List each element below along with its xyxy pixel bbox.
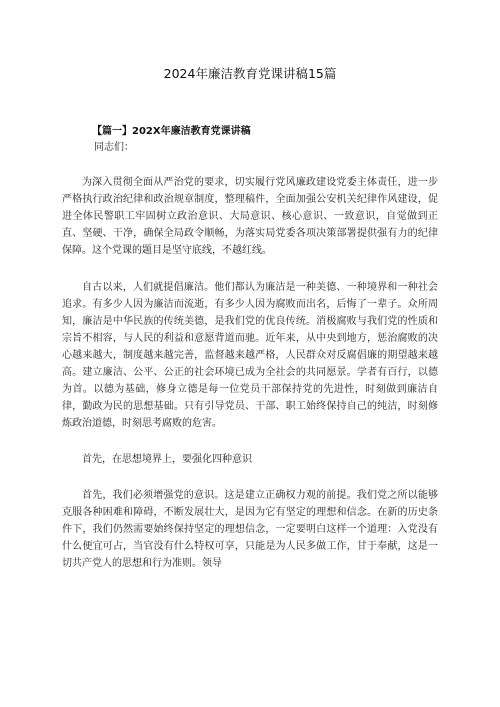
paragraph-1: 为深入贯彻全面从严治党的要求，切实履行党风廉政建设党委主体责任，进一步严格执行政治纪律和政治规章制度，整理稿件，全面加强公安机关纪律作风建设，促进全体民警职工牢固树立政治意识、大局意识、核心意识、一致意识，自觉做到正直、坚硬、干净，确保全局政令顺畅，为落实局党委各项决策部署提供强有力的纪律保障。这个党课的题目是坚守底线，不越红线。 xyxy=(62,177,438,256)
document-body xyxy=(62,124,438,572)
section-heading: 【篇一】202X年廉洁教育党课讲稿 xyxy=(92,126,251,137)
document-title: 2024年廉洁教育党课讲稿15篇 xyxy=(163,66,337,81)
salutation: 同志们： xyxy=(94,142,134,153)
paragraph-4: 首先，我们必须增强党的意识。这是建立正确权力观的前提。我们党之所以能够克服各种困难和障碍，不断发展壮大，是因为它有坚定的理想和信念。在新的历史条件下，我们仍然需要始终保持坚定的理想信念，一定要明白这样一个道理：入党没有什么便宜可占，当官没有什么特权可享，只能是为人民多做工作，甘于奉献，这是一切共产党人的思想和行为准则。领导 xyxy=(62,490,438,569)
paragraph-2: 自古以来，人们就提倡廉洁。他们都认为廉洁是一种美德、一种境界和一种社会追求。有多少人因为廉洁而流逝，有多少人因为腐败而出名，后悔了一辈子。众所周知，廉洁是中华民族的传统美德，是我们党的优良传统。消极腐败与我们党的性质和宗旨不相容，与人民的利益和意愿背道而驰。近年来，从中央到地方，惩治腐败的决心越来越大，制度越来越完善，监督越来越严格，人民群众对反腐倡廉的期望越来越高。建立廉洁、公平、公正的社会环境已成为全社会的共同愿景。学者有百行，以德为首。以德为基础，修身立德是每一位党员干部保持党的先进性，时刻做到廉洁自律，勤政为民的思想基础。只有引导党员、干部、职工始终保持自己的纯洁，时刻修炼政治道德，时刻思考腐败的危害。 xyxy=(62,282,438,429)
paragraph-3-heading: 首先，在思想境界上，要强化四种意识 xyxy=(82,454,252,465)
